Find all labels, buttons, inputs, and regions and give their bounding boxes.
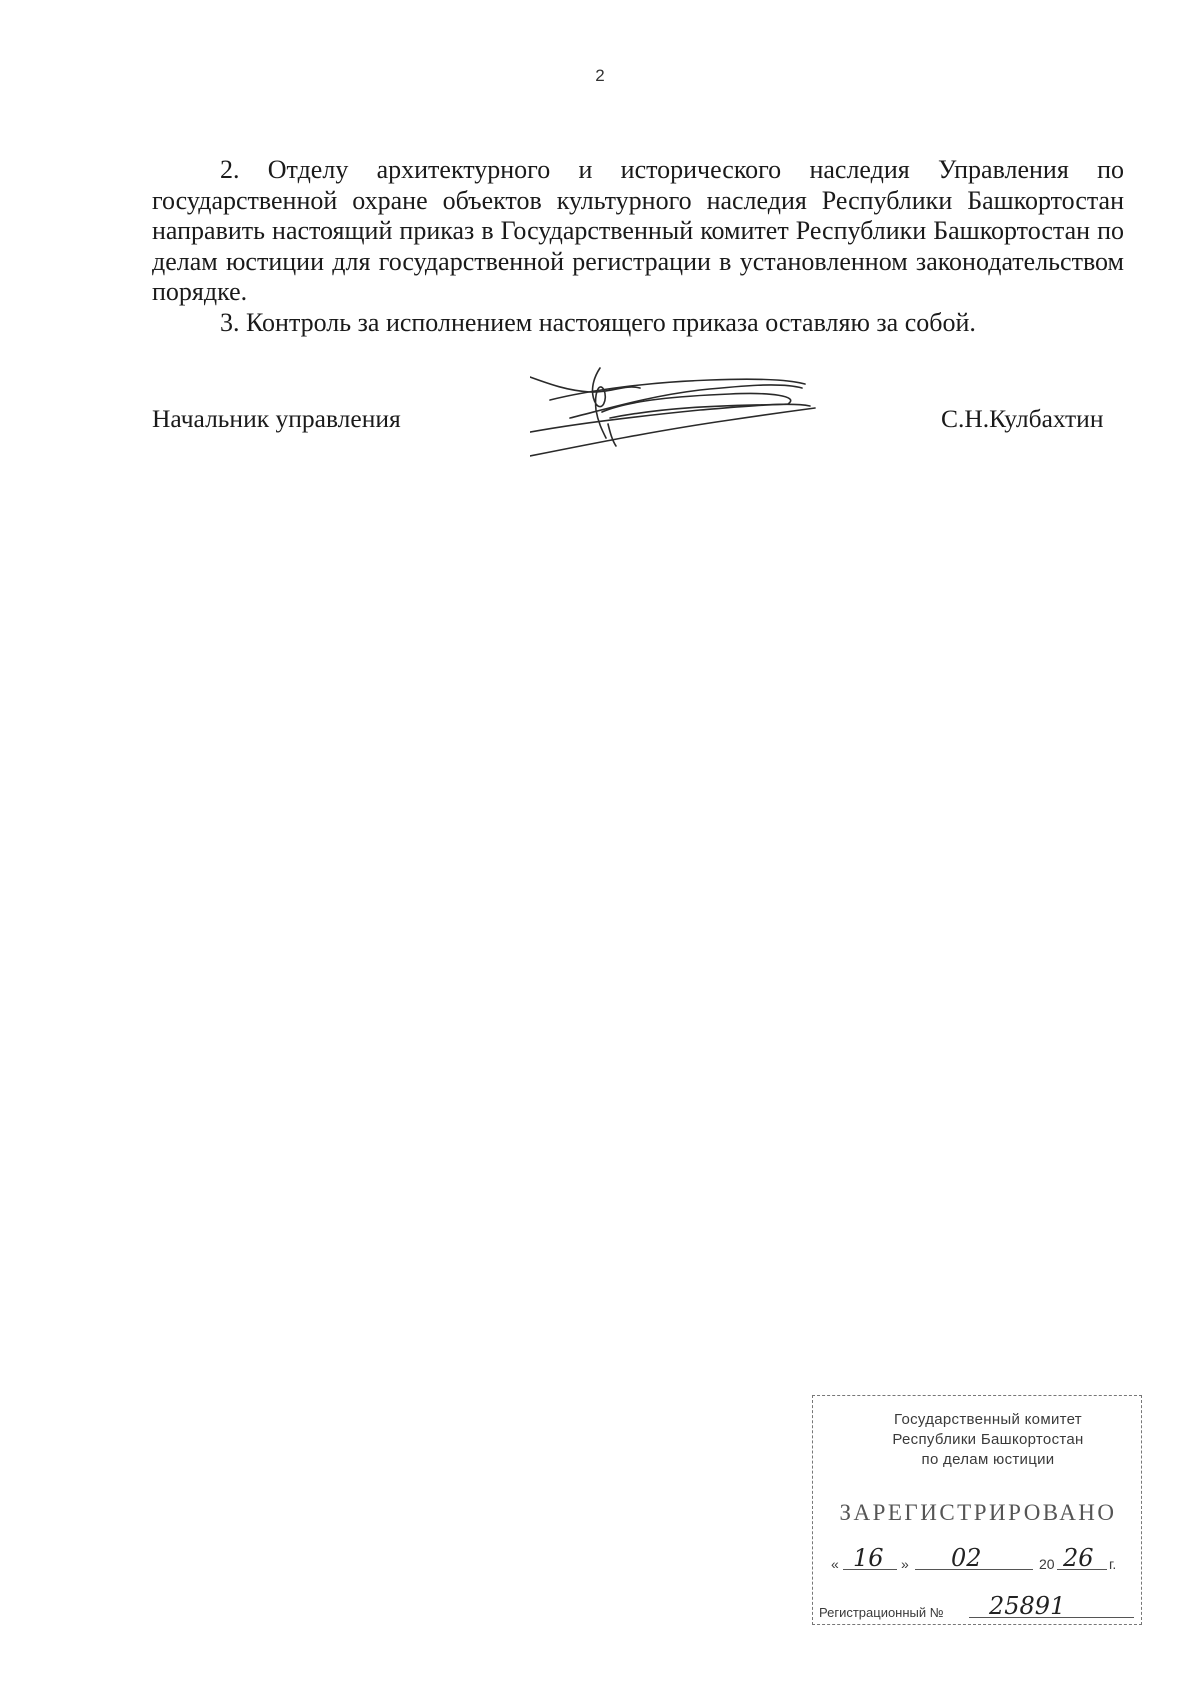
- stamp-org-line: Республики Башкортостан: [892, 1431, 1084, 1448]
- stamp-org-line: по делам юстиции: [921, 1451, 1055, 1468]
- stamp-date-day: 16: [853, 1544, 884, 1572]
- stamp-status: ЗАРЕГИСТРИРОВАНО: [839, 1500, 1117, 1525]
- stamp-registration: [819, 1594, 1139, 1622]
- stamp-org-line: Государственный комитет: [894, 1411, 1082, 1428]
- stamp-organization: [833, 1410, 1143, 1470]
- stamp-date-year: 26: [1063, 1544, 1094, 1572]
- stamp-reg-label: Регистрационный №: [819, 1605, 944, 1620]
- page-number: 2: [595, 66, 605, 85]
- stamp-date-month: 02: [951, 1544, 982, 1572]
- stamp-date-open-quote: «: [831, 1556, 839, 1572]
- stamp-date-close-quote: »: [901, 1556, 909, 1572]
- signatory-name: С.Н.Кулбахтин: [941, 404, 1104, 433]
- stamp-date-year-prefix: 20: [1039, 1556, 1055, 1572]
- stamp-date: [831, 1544, 1136, 1574]
- stamp-date-year-suffix: г.: [1109, 1556, 1117, 1572]
- paragraph-2: 2. Отделу архитектурного и исторического наследия Управления по государственной охране объектов культурного наследия Республики Башкортостан направить настоящий приказ в Государственный комитет Республики Башкортостан по делам юстиции для государственной регистрации в установленном законодательством порядке.: [152, 155, 1124, 306]
- paragraph-3: 3. Контроль за исполнением настоящего приказа оставляю за собой.: [220, 307, 976, 337]
- document-body: [152, 155, 1124, 338]
- stamp-reg-number: 25891: [989, 1592, 1066, 1620]
- registration-stamp: [812, 1395, 1142, 1625]
- handwritten-signature: [530, 360, 890, 480]
- signatory-title: Начальник управления: [152, 404, 401, 433]
